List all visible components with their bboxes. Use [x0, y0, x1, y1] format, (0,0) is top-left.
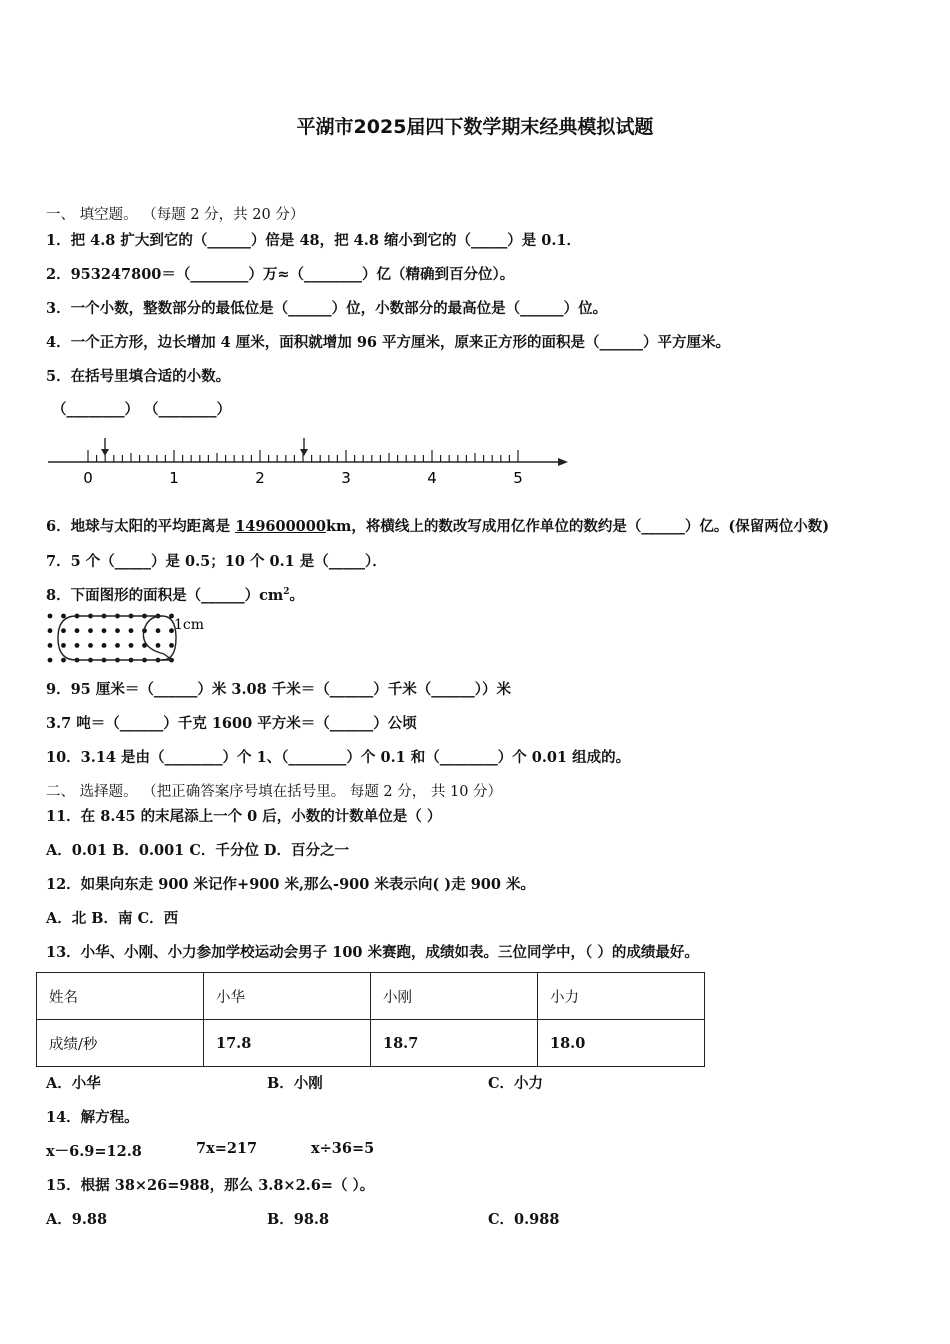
- number-line-label: 2: [255, 469, 265, 487]
- grid-dot: [61, 628, 66, 633]
- grid-dot: [102, 643, 107, 648]
- grid-dot: [75, 643, 80, 648]
- grid-dot: [129, 643, 134, 648]
- number-line-label: 3: [341, 469, 351, 487]
- question-5: 5．在括号里填合适的小数。: [46, 368, 231, 385]
- table-cell: 小刚: [371, 973, 538, 1020]
- question-11: 11．在 8.45 的末尾添上一个 0 后，小数的计数单位是（ ）: [46, 808, 442, 825]
- grid-dot: [102, 628, 107, 633]
- figure-outline: [58, 616, 172, 660]
- question-6-text-b: km，将横线上的数改写成用亿作单位的数约是（______）亿。(保留两位小数): [325, 518, 830, 535]
- question-12: 12．如果向东走 900 米记作+900 米,那么-900 米表示向( )走 900 米。: [46, 876, 536, 893]
- dot-grid: [48, 614, 174, 663]
- table-row: [37, 1020, 705, 1067]
- question-15-option-a: A．9.88: [46, 1211, 108, 1228]
- question-8: [46, 584, 304, 605]
- table-cell: 18.0: [538, 1020, 705, 1067]
- grid-dot: [75, 628, 80, 633]
- figure-scale-label: 1cm: [174, 617, 205, 633]
- number-line-label: 0: [83, 469, 93, 487]
- question-2: 2．953247800＝（________）万≈（________）亿（精确到百分位）。: [46, 266, 515, 283]
- grid-dot: [48, 614, 53, 619]
- table-cell: 17.8: [204, 1020, 371, 1067]
- table-cell: 小华: [204, 973, 371, 1020]
- question-7: 7．5 个（_____）是 0.5；10 个 0.1 是（_____）．: [46, 553, 387, 570]
- question-1: 1．把 4.8 扩大到它的（______）倍是 48，把 4.8 缩小到它的（_____）是 0.1．: [46, 232, 581, 249]
- table-cell: 小力: [538, 973, 705, 1020]
- question-6-number: 149600000: [235, 518, 326, 535]
- number-line-label: 1: [169, 469, 179, 487]
- question-13-option-b: B．小刚: [267, 1075, 323, 1092]
- question-15-option-b: B．98.8: [267, 1211, 330, 1228]
- table-cell: 成绩/秒: [37, 1020, 204, 1067]
- question-9-part-2: 3.7 吨＝（______）千克 1600 平方米＝（______）公顷: [46, 715, 417, 732]
- grid-dot: [61, 643, 66, 648]
- grid-dot: [48, 628, 53, 633]
- question-3: 3．一个小数，整数部分的最低位是（______）位，小数部分的最高位是（______）位。: [46, 300, 608, 317]
- question-10: 10．3.14 是由（________）个 1、（________）个 0.1 和（________）个 0.01 组成的。: [46, 749, 631, 766]
- number-line: [40, 430, 580, 490]
- grid-dot: [156, 643, 161, 648]
- equation-3: x÷36=5: [311, 1140, 375, 1157]
- question-13-option-c: C．小力: [488, 1075, 544, 1092]
- number-line-labels: [83, 469, 523, 487]
- dot-grid-figure: [44, 610, 224, 666]
- grid-dot: [115, 628, 120, 633]
- section-2-heading: 二、 选择题。 （把正确答案序号填在括号里。 每题 2 分， 共 10 分）: [46, 784, 503, 800]
- table-row: [37, 973, 705, 1020]
- question-15-option-c: C．0.988: [488, 1211, 560, 1228]
- equation-1: x－6.9=12.8: [46, 1143, 142, 1160]
- grid-dot: [169, 643, 174, 648]
- down-arrow-marker-1: [101, 438, 109, 456]
- question-4: 4．一个正方形，边长增加 4 厘米，面积就增加 96 平方厘米，原来正方形的面积是（______）平方厘米。: [46, 334, 731, 351]
- question-8-text: 8．下面图形的面积是（______）cm: [46, 587, 284, 604]
- number-line-arrowhead: [558, 458, 568, 466]
- question-9-part-1: 9．95 厘米＝（______）米 3.08 千米＝（______）千米（______））米: [46, 681, 511, 698]
- table-cell: 18.7: [371, 1020, 538, 1067]
- grid-dot: [88, 643, 93, 648]
- question-5-blanks: （________） （________）: [52, 401, 232, 418]
- question-14: 14．解方程。: [46, 1109, 139, 1126]
- grid-dot: [88, 628, 93, 633]
- grid-dot: [129, 628, 134, 633]
- section-1-heading: 一、 填空题。 （每题 2 分，共 20 分）: [46, 207, 305, 223]
- question-11-options: A．0.01 B．0.001 C．千分位 D．百分之一: [46, 842, 349, 859]
- grid-dot: [61, 614, 66, 619]
- question-6-text-a: 6．地球与太阳的平均距离是: [46, 518, 236, 535]
- question-13: 13．小华、小刚、小力参加学校运动会男子 100 米赛跑，成绩如表。三位同学中，（ ）的成绩最好。: [46, 944, 699, 961]
- equation-2: 7x=217: [196, 1140, 258, 1157]
- question-15: 15．根据 38×26=988，那么 3.8×2.6=（ ）。: [46, 1177, 375, 1194]
- question-12-options: A．北 B．南 C．西: [46, 910, 179, 927]
- number-line-label: 5: [513, 469, 523, 487]
- number-line-label: 4: [427, 469, 437, 487]
- results-table: [36, 972, 705, 1067]
- grid-dot: [156, 628, 161, 633]
- question-8-superscript: 2: [283, 587, 290, 598]
- question-8-text-end: 。: [289, 587, 305, 604]
- question-13-option-a: A．小华: [46, 1075, 101, 1092]
- question-6: [46, 515, 829, 536]
- table-cell: 姓名: [37, 973, 204, 1020]
- page-title: 平湖市2025届四下数学期末经典模拟试题: [296, 116, 654, 138]
- grid-dot: [48, 643, 53, 648]
- grid-dot: [48, 658, 53, 663]
- down-arrow-marker-2: [300, 438, 308, 456]
- grid-dot: [61, 658, 66, 663]
- grid-dot: [115, 643, 120, 648]
